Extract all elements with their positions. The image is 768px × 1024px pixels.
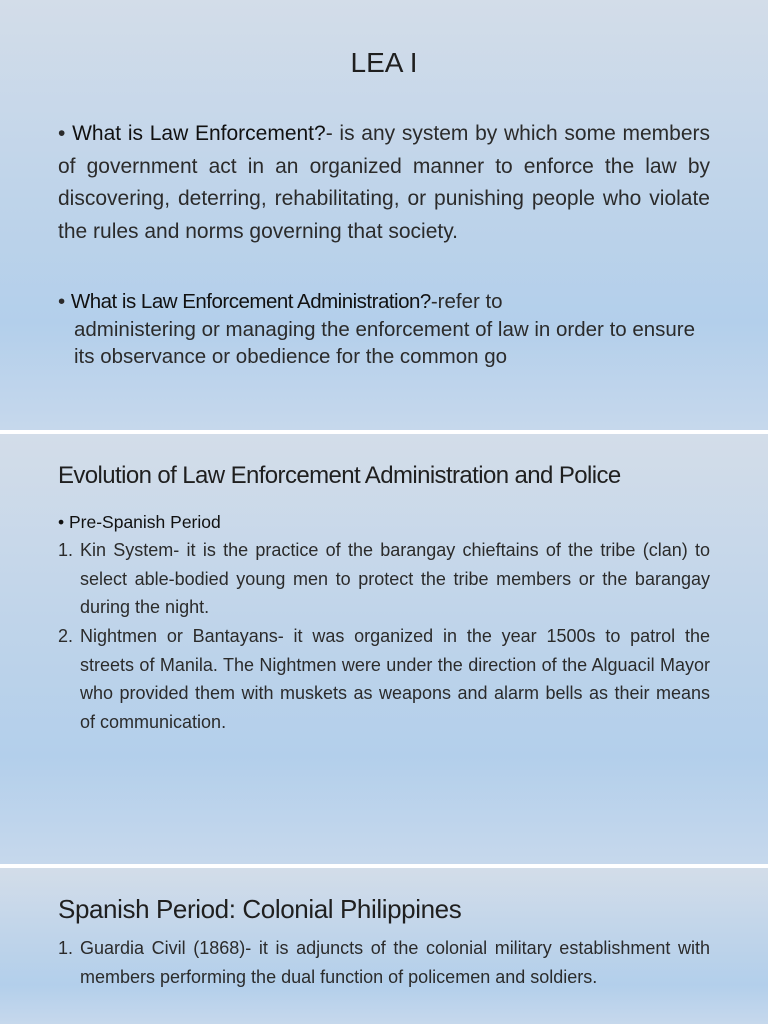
list-item-number: 1. [58, 938, 74, 958]
bullet: • [58, 290, 66, 313]
slide-2-title: Evolution of Law Enforcement Administration and Police [58, 462, 621, 489]
list-item-text: Guardia Civil (1868)- it is adjuncts of the colonial military establishment with members performing the dual function of policemen and soldiers. [80, 938, 710, 987]
list-item-number: 2. [58, 626, 74, 646]
period-heading: • Pre-Spanish Period [58, 512, 221, 532]
slide-1-title: LEA I [350, 47, 418, 78]
definition-text: - is any system by which some members of government act in an organized manner to enforce the law by discovering, deterring, rehabilitating, or punishing people who violate the rules and norms governing that society. [58, 122, 711, 243]
definition-text-first: -refer to [430, 290, 503, 313]
question-heading: What is Law Enforcement Administration? [70, 290, 431, 313]
slide-3 [0, 868, 768, 1024]
list-item-text: Kin System- it is the practice of the barangay chieftains of the tribe (clan) to select able-bodied young men to protect the tribe members or the barangay during the night. [80, 540, 710, 618]
list-item-text: Nightmen or Bantayans- it was organized in the year 1500s to patrol the streets of Manila. The Nightmen were under the direction of the Alguacil Mayor who provided them with muskets as weapons and alarm bells as their means of communication. [80, 626, 710, 732]
bullet: • [58, 122, 66, 145]
slide-3-title: Spanish Period: Colonial Philippines [58, 894, 462, 924]
list-item [58, 536, 710, 622]
list-item-number: 1. [58, 540, 74, 560]
slide-2 [0, 434, 768, 864]
question-heading: What is Law Enforcement? [72, 122, 326, 145]
definition-law-enforcement-administration [58, 288, 718, 371]
definition-law-enforcement [58, 118, 710, 248]
definition-text-rest: administering or managing the enforcement of law in order to ensure its observance or obedience for the common go [74, 317, 696, 368]
list-item [58, 934, 710, 991]
slide-1 [0, 0, 768, 430]
list-item [58, 622, 710, 736]
